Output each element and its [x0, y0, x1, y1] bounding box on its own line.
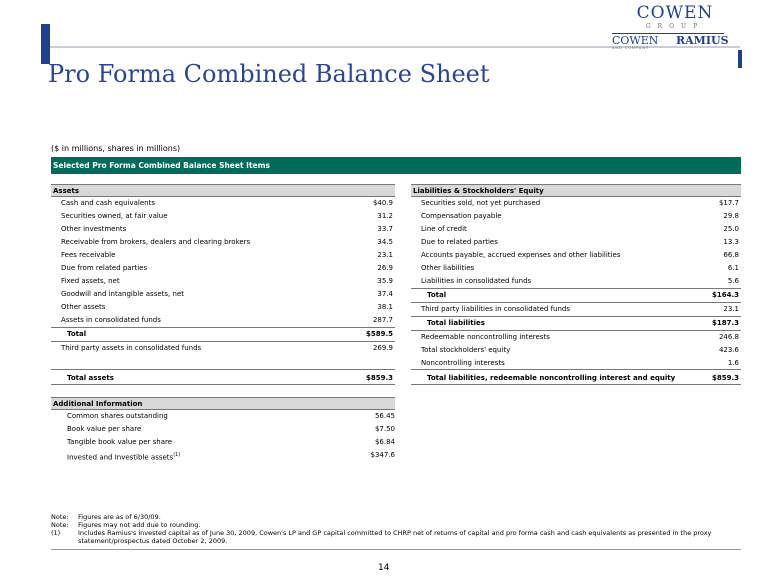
section-title: Selected Pro Forma Combined Balance Sheet Items	[53, 161, 270, 170]
page-title: Pro Forma Combined Balance Sheet	[48, 60, 490, 88]
row-value: 66.8	[723, 251, 739, 259]
row-label: Compensation payable	[421, 212, 502, 220]
equity-label: Total stockholders' equity	[421, 346, 511, 354]
total-liabilities-label: Total liabilities	[427, 319, 485, 327]
row-value: 37.4	[377, 290, 393, 298]
row-value: 38.1	[377, 303, 393, 311]
additional-info-rows	[51, 410, 395, 462]
footnote-key: Note:	[51, 513, 69, 521]
logo-ramius: RAMIUS	[676, 34, 729, 47]
row-value: $17.7	[718, 199, 739, 207]
liabilities-third-party-value: 23.1	[723, 305, 739, 313]
total-liabilities-equity-value: $859.3	[711, 374, 739, 382]
liabilities-subtotal-value: $164.3	[711, 291, 739, 299]
logo-group: GROUP	[645, 23, 705, 30]
table-row	[51, 197, 395, 210]
row-value: 26.9	[377, 264, 393, 272]
redeemable-row	[411, 330, 741, 344]
table-row	[411, 223, 741, 236]
total-liabilities-value: $187.3	[711, 319, 739, 327]
row-value: 5.6	[727, 277, 739, 285]
row-value: 25.0	[723, 225, 739, 233]
footnote-key: Note:	[51, 521, 69, 529]
row-label: Fixed assets, net	[61, 277, 120, 285]
table-row	[411, 197, 741, 210]
footnote-key: (1)	[51, 529, 61, 537]
table-row	[51, 301, 395, 314]
redeemable-label: Redeemable noncontrolling interests	[421, 333, 550, 341]
row-label: Securities owned, at fair value	[61, 212, 168, 220]
table-row	[51, 275, 395, 288]
row-label: Tangible book value per share	[67, 438, 173, 446]
table-row	[51, 223, 395, 236]
row-value: 56.45	[374, 412, 395, 420]
row-label: Invested and Investible assets	[67, 453, 174, 462]
table-row	[411, 210, 741, 223]
row-value: 35.9	[377, 277, 393, 285]
accent-bar-left	[41, 24, 50, 64]
row-label: Receivable from brokers, dealers and clearing brokers	[61, 238, 251, 246]
logo-cowen-small: COWEN	[612, 34, 659, 47]
liabilities-third-party-label: Third party liabilities in consolidated funds	[421, 305, 571, 313]
row-label: Accounts payable, accrued expenses and other liabilities	[421, 251, 621, 259]
additional-info-table	[51, 397, 395, 462]
liabilities-table	[411, 184, 741, 370]
row-value: 23.1	[377, 251, 393, 259]
assets-subtotal-value: $589.5	[365, 330, 393, 338]
logo-sub: AND COMPANY	[612, 46, 650, 50]
row-label-wrap	[67, 449, 180, 464]
accent-bar-right	[738, 50, 742, 68]
noncontrolling-value: 1.6	[727, 359, 739, 367]
section-header	[51, 157, 741, 174]
total-assets-value: $859.3	[365, 374, 393, 382]
table-row	[51, 436, 395, 449]
footer-rule	[51, 549, 741, 550]
row-value: 31.2	[377, 212, 393, 220]
row-value: $347.6	[370, 451, 395, 459]
table-row	[51, 249, 395, 262]
total-assets-row	[51, 369, 395, 385]
assets-third-party-row	[51, 341, 395, 355]
row-value: 33.7	[377, 225, 393, 233]
row-value: 29.8	[723, 212, 739, 220]
total-liabilities-equity-row	[411, 369, 741, 385]
table-row	[51, 236, 395, 249]
equity-row	[411, 344, 741, 357]
assets-subtotal-label: Total	[67, 330, 87, 338]
row-label: Fees receivable	[61, 251, 116, 259]
liabilities-rows	[411, 197, 741, 288]
total-assets-label: Total assets	[67, 374, 114, 382]
row-label: Other investments	[61, 225, 127, 233]
assets-rows	[51, 197, 395, 327]
table-row	[51, 314, 395, 327]
assets-third-party-label: Third party assets in consolidated funds	[61, 344, 202, 352]
row-value: 6.1	[727, 264, 739, 272]
row-label: Liabilities in consolidated funds	[421, 277, 532, 285]
footnote-text: Includes Ramius's invested capital as of June 30, 2009, Cowen's LP and GP capital committed to CHRP net of returns of capital and pro forma cash and cash equivalents as presented in the proxy	[78, 529, 712, 537]
table-row	[51, 210, 395, 223]
footnote-text: statement/prospectus dated October 2, 2009.	[78, 537, 228, 545]
assets-subtotal-row	[51, 327, 395, 341]
liabilities-subtotal-label: Total	[427, 291, 447, 299]
noncontrolling-label: Noncontrolling interests	[421, 359, 505, 367]
row-value: 13.3	[723, 238, 739, 246]
logo-cowen: COWEN	[636, 3, 714, 23]
row-label: Other assets	[61, 303, 106, 311]
row-label: Securities sold, not yet purchased	[421, 199, 541, 207]
units-note: ($ in millions, shares in millions)	[51, 144, 181, 153]
table-row	[411, 275, 741, 288]
additional-info-header: Additional Information	[51, 397, 395, 410]
footnote-text: Figures are as of 6/30/09.	[78, 513, 161, 521]
row-value: 287.7	[372, 316, 393, 324]
liabilities-subtotal-row	[411, 288, 741, 302]
liabilities-header: Liabilities & Stockholders' Equity	[411, 184, 741, 197]
row-value: $6.84	[374, 438, 395, 446]
liabilities-third-party-row	[411, 302, 741, 316]
table-row	[411, 249, 741, 262]
row-label: Due from related parties	[61, 264, 148, 272]
footnote-marker: (1)	[173, 452, 181, 458]
table-row	[51, 423, 395, 436]
redeemable-value: 246.8	[718, 333, 739, 341]
row-value: 34.5	[377, 238, 393, 246]
footnote-text: Figures may not add due to rounding.	[78, 521, 201, 529]
row-label: Assets in consolidated funds	[61, 316, 161, 324]
row-label: Due to related parties	[421, 238, 498, 246]
row-value: $7.50	[374, 425, 395, 433]
row-label: Other liabilities	[421, 264, 475, 272]
row-label: Line of credit	[421, 225, 467, 233]
row-label: Book value per share	[67, 425, 142, 433]
total-liabilities-equity-label: Total liabilities, redeemable noncontrolling interest and equity	[427, 374, 676, 382]
page-number: 14	[378, 563, 390, 573]
table-row	[411, 262, 741, 275]
equity-value: 423.6	[718, 346, 739, 354]
row-label: Cash and cash equivalents	[61, 199, 155, 207]
assets-third-party-value: 269.9	[372, 344, 393, 352]
row-label: Common shares outstanding	[67, 412, 168, 420]
row-value: $40.9	[372, 199, 393, 207]
total-liabilities-row	[411, 316, 741, 330]
assets-header: Assets	[51, 184, 395, 197]
row-label: Goodwill and intangible assets, net	[61, 290, 184, 298]
assets-table	[51, 184, 395, 355]
table-row	[51, 449, 395, 462]
table-row	[51, 262, 395, 275]
table-row	[51, 288, 395, 301]
table-row	[411, 236, 741, 249]
table-row	[51, 410, 395, 423]
